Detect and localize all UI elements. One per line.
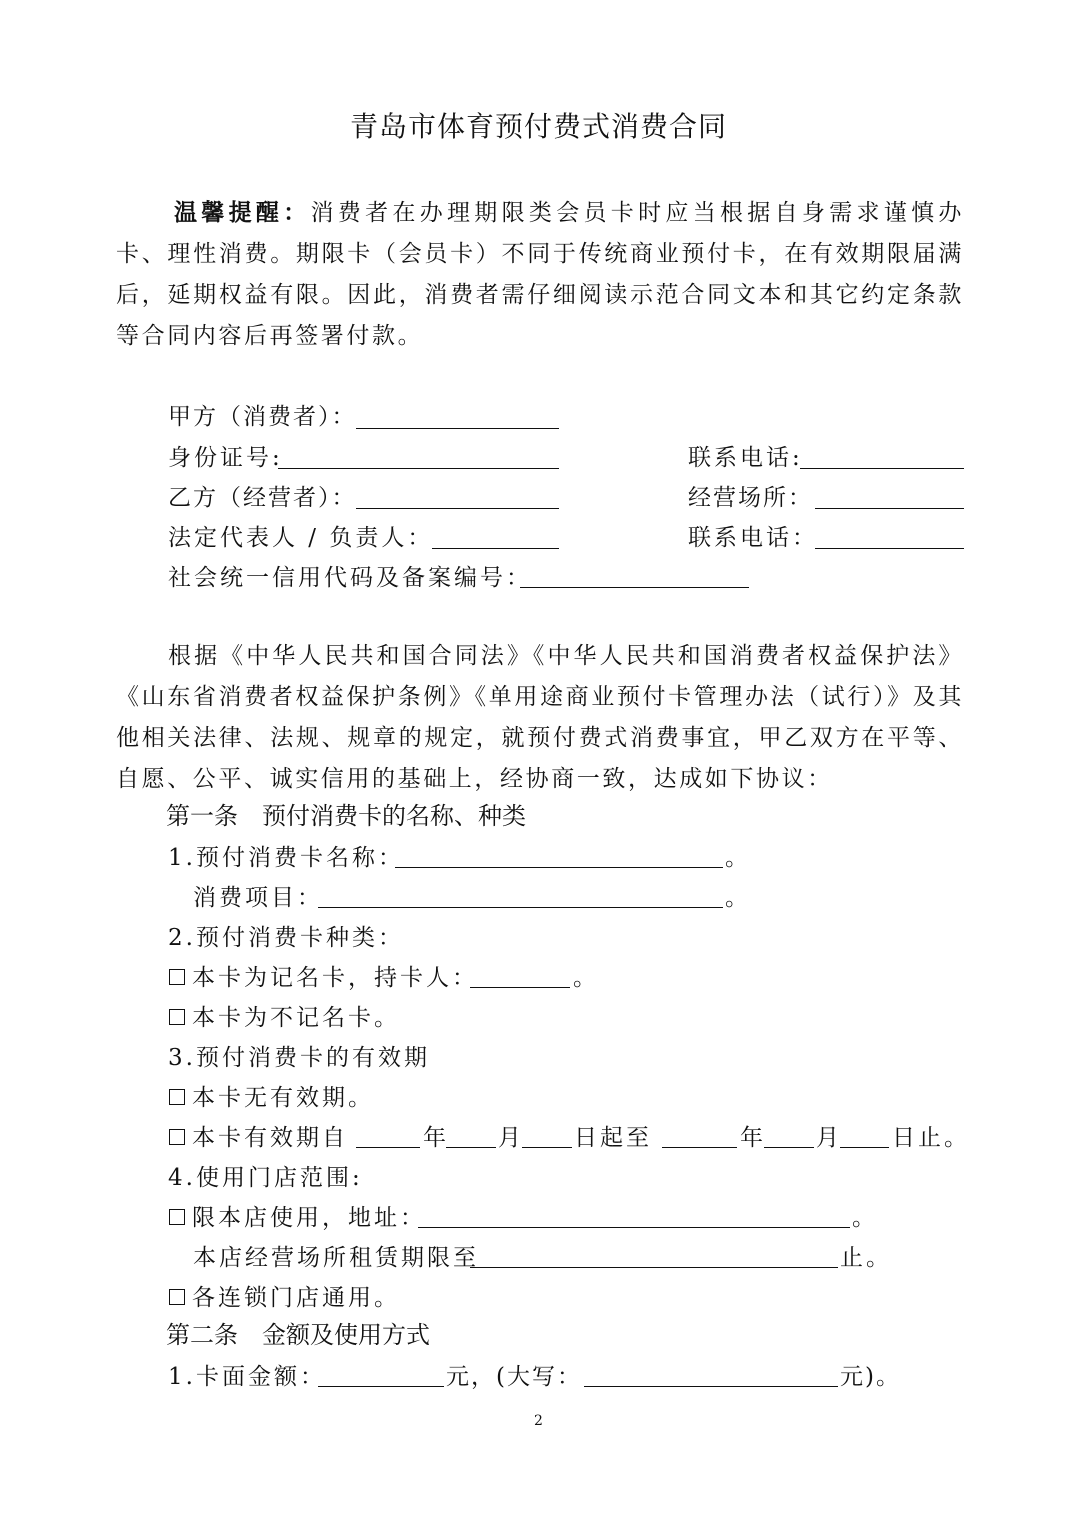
credit-code-label: 社会统一信用代码及备案编号： <box>168 565 532 591</box>
premises-label: 经营场所： <box>688 485 813 511</box>
to-month-field[interactable] <box>764 1147 814 1148</box>
items-end: 。 <box>725 885 748 911</box>
card-name-field[interactable] <box>395 867 723 868</box>
card-name-label: 1.预付消费卡名称： <box>168 845 404 871</box>
cardholder-field[interactable] <box>470 987 570 988</box>
lease-field[interactable] <box>470 1267 838 1268</box>
id-number-field[interactable] <box>278 468 559 469</box>
notice-label: 温馨提醒： <box>174 200 311 226</box>
items-label: 消费项目： <box>193 885 323 911</box>
article-2-heading: 第二条 金额及使用方式 <box>166 1321 430 1349</box>
face-value-upper-label: 元，(大写： <box>446 1364 582 1390</box>
validity-range-checkbox[interactable] <box>169 1129 185 1145</box>
from-month-field[interactable] <box>446 1147 496 1148</box>
to-year-label: 年 <box>740 1125 763 1151</box>
cardholder-end: 。 <box>573 965 596 991</box>
address-field[interactable] <box>418 1227 850 1228</box>
legal-rep-field[interactable] <box>432 548 559 549</box>
unnamed-card-label: 本卡为不记名卡。 <box>192 1005 400 1031</box>
from-year-field[interactable] <box>356 1147 420 1148</box>
id-number-label: 身份证号: <box>168 445 283 471</box>
named-card-label: 本卡为记名卡，持卡人： <box>192 965 478 991</box>
notice-text: 消费者在办理期限类会员卡时应当根据自身需求谨慎办卡、理性消费。期限卡（会员卡）不同于传统商业预付卡，在有效期限届满后，延期权益有限。因此，消费者需仔细阅读示范合同文本和其它约定条款等合同内容后再签署付款。 <box>116 200 964 349</box>
no-validity-checkbox[interactable] <box>169 1089 185 1105</box>
from-month-label: 月 <box>498 1125 521 1151</box>
lease-end-label: 止。 <box>840 1245 892 1271</box>
phone-b-field[interactable] <box>815 548 964 549</box>
unnamed-card-checkbox[interactable] <box>169 1009 185 1025</box>
chain-checkbox[interactable] <box>169 1289 185 1305</box>
store-only-label: 限本店使用，地址： <box>192 1205 426 1231</box>
items-field[interactable] <box>318 907 723 908</box>
face-value-close: 元)。 <box>840 1364 901 1390</box>
premises-field[interactable] <box>815 508 964 509</box>
store-only-checkbox[interactable] <box>169 1209 185 1225</box>
to-year-field[interactable] <box>662 1147 737 1148</box>
card-name-end: 。 <box>725 845 748 871</box>
party-a-field[interactable] <box>356 428 559 429</box>
phone-a-label: 联系电话: <box>688 445 803 471</box>
validity-label: 3.预付消费卡的有效期 <box>168 1045 430 1071</box>
day-from-label: 日起至 <box>574 1125 652 1151</box>
chain-label: 各连锁门店通用。 <box>192 1285 400 1311</box>
preamble-paragraph: 根据《中华人民共和国合同法》《中华人民共和国消费者权益保护法》《山东省消费者权益保护条例》《单用途商业预付卡管理办法（试行）》及其他相关法律、法规、规章的规定，就预付费式消费事宜，甲乙双方在平等、自愿、公平、诚实信用的基础上，经协商一致，达成如下协议： <box>116 643 964 792</box>
store-scope-label: 4.使用门店范围: <box>168 1165 363 1191</box>
party-b-field[interactable] <box>356 508 559 509</box>
to-day-field[interactable] <box>840 1147 889 1148</box>
article-1-heading: 第一条 预付消费卡的名称、种类 <box>166 802 526 830</box>
phone-b-label: 联系电话： <box>688 525 818 551</box>
face-value-upper-field[interactable] <box>584 1386 838 1387</box>
phone-a-field[interactable] <box>800 468 964 469</box>
document-title: 青岛市体育预付费式消费合同 <box>350 110 728 143</box>
named-card-checkbox[interactable] <box>169 969 185 985</box>
face-value-label: 1.卡面金额： <box>168 1364 326 1390</box>
notice-paragraph <box>116 193 964 357</box>
address-end: 。 <box>852 1205 875 1231</box>
from-year-label: 年 <box>423 1125 446 1151</box>
page-number: 2 <box>534 1413 543 1429</box>
face-value-field[interactable] <box>318 1386 444 1387</box>
no-validity-label: 本卡无有效期。 <box>192 1085 374 1111</box>
card-type-label: 2.预付消费卡种类： <box>168 925 404 951</box>
party-a-label: 甲方（消费者）： <box>168 404 357 430</box>
credit-code-field[interactable] <box>520 587 749 588</box>
validity-from-label: 本卡有效期自 <box>192 1125 348 1151</box>
party-b-label: 乙方（经营者）： <box>168 485 357 511</box>
from-day-field[interactable] <box>522 1147 572 1148</box>
to-month-label: 月 <box>816 1125 839 1151</box>
legal-rep-label: 法定代表人 / 负责人： <box>168 525 434 551</box>
lease-label: 本店经营场所租赁期限至 <box>193 1245 479 1271</box>
day-to-label: 日止。 <box>892 1125 970 1151</box>
